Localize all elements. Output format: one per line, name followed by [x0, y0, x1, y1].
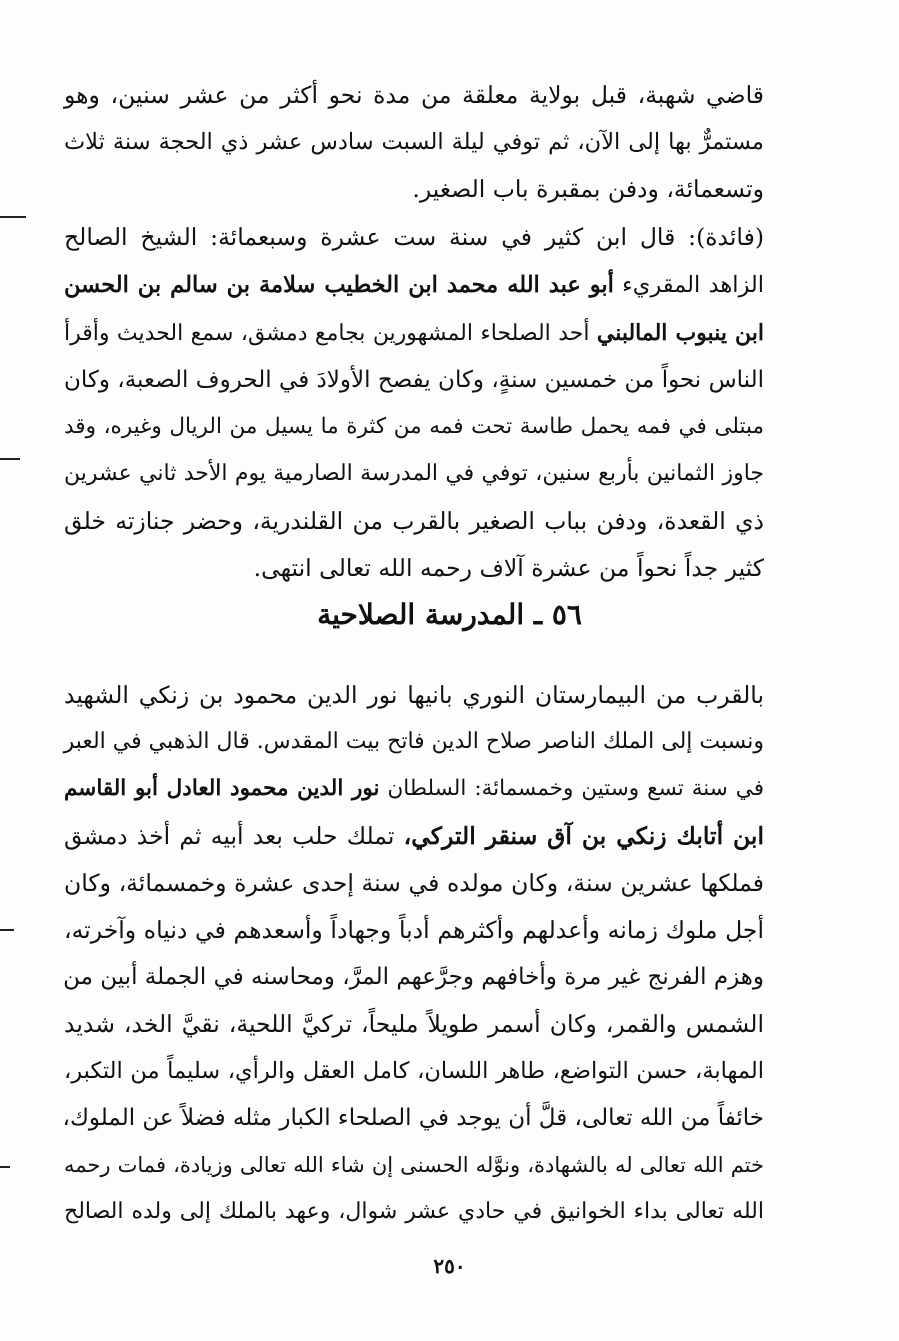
text-line	[64, 766, 764, 812]
text-line: قاضي شهبة، قبل بولاية معلقة من مدة نحو أكثر من عشر سنين، وهو	[64, 81, 764, 109]
text-line: جاوز الثمانين بأربع سنين، توفي في المدرسة الصارمية يوم الأحد ثاني عشرين	[64, 461, 764, 486]
text-line: كثير جداً نحواً من عشرة آلاف رحمه الله تعالى انتهى.	[253, 554, 764, 582]
text-line: ذي القعدة، ودفن بباب الصغير بالقرب من القلندرية، وحضر جنازته خلق	[64, 507, 764, 535]
text-line: الله تعالى بداء الخوانيق في حادي عشر شوال، وعهد بالملك إلى ولده الصالح	[64, 1199, 764, 1224]
text-line: أجل ملوك زمانه وأعدلهم وأكثرهم أدباً وجهاداً وأسعدهم في دنياه وآخرته،	[64, 916, 764, 944]
bold-name-span: أبو عبد الله محمد ابن الخطيب سلامة بن سالم بن الحسن	[64, 272, 614, 298]
text-span: في سنة تسع وستين وخمسمائة: السلطان	[379, 776, 764, 801]
text-span: الزاهد المقريء	[613, 272, 764, 298]
text-span: أحد الصلحاء المشهورين بجامع دمشق، سمع الحديث وأقرأ	[64, 321, 597, 346]
bold-name-span: نور الدين محمود العادل أبو القاسم	[64, 776, 380, 801]
text-line: ختم الله تعالى له بالشهادة، ونوَّله الحسنى إن شاء الله تعالى وزيادة، فمات رحمه	[64, 1153, 764, 1177]
text-line	[64, 262, 764, 308]
bold-name-span: ابن ينبوب المالبني	[596, 320, 764, 346]
text-span: تملك حلب بعد أبيه ثم أخذ دمشق	[64, 822, 404, 850]
margin-mark	[0, 1166, 10, 1168]
text-line: مبتلى في فمه يحمل طاسة تحت فمه من كثرة ما يسيل من الريال وغيره، وقد	[64, 414, 764, 439]
text-line: بالقرب من البيمارستان النوري بانيها نور الدين محمود بن زنكي الشهيد	[64, 681, 764, 709]
text-line: مستمرٌّ بها إلى الآن، ثم توفي ليلة السبت سادس عشر ذي الحجة سنة ثلاث	[64, 129, 764, 155]
margin-mark	[0, 929, 14, 931]
text-line: المهابة، حسن التواضع، طاهر اللسان، كامل العقل والرأي، سليماً من التكبر،	[64, 1058, 764, 1084]
page-number: ٢٥٠	[433, 1254, 466, 1278]
section-heading: ٥٦ ـ المدرسة الصلاحية	[317, 598, 582, 631]
margin-mark	[0, 216, 26, 218]
text-line	[64, 813, 764, 859]
text-line: ونسبت إلى الملك الناصر صلاح الدين فاتح بيت المقدس. قال الذهبي في العبر	[63, 729, 764, 754]
text-line: فملكها عشرين سنة، وكان مولده في سنة إحدى عشرة وخمسمائة، وكان	[64, 869, 764, 897]
text-line: وتسعمائة، ودفن بمقبرة باب الصغير.	[412, 175, 764, 203]
margin-mark	[0, 458, 20, 460]
text-line: الشمس والقمر، وكان أسمر طويلاً مليحاً، تركيَّ اللحية، نقيَّ الخد، شديد	[64, 1010, 764, 1038]
text-line: وهزم الفرنج غير مرة وأخافهم وجرَّعهم المرَّ، ومحاسنه في الجملة أبين من	[63, 964, 764, 990]
text-line: الناس نحواً من خمسين سنةٍ، وكان يفصح الأولادَ في الحروف الصعبة، وكان	[64, 367, 764, 393]
text-line: (فائدة): قال ابن كثير في سنة ست عشرة وسبعمائة: الشيخ الصالح	[64, 223, 764, 251]
text-line: خائفاً من الله تعالى، قلَّ أن يوجد في الصلحاء الكبار مثله فضلاً عن الملوك،	[62, 1105, 764, 1131]
text-line	[64, 310, 764, 356]
bold-name-span: ابن أتابك زنكي بن آق سنقر التركي،	[403, 822, 764, 850]
